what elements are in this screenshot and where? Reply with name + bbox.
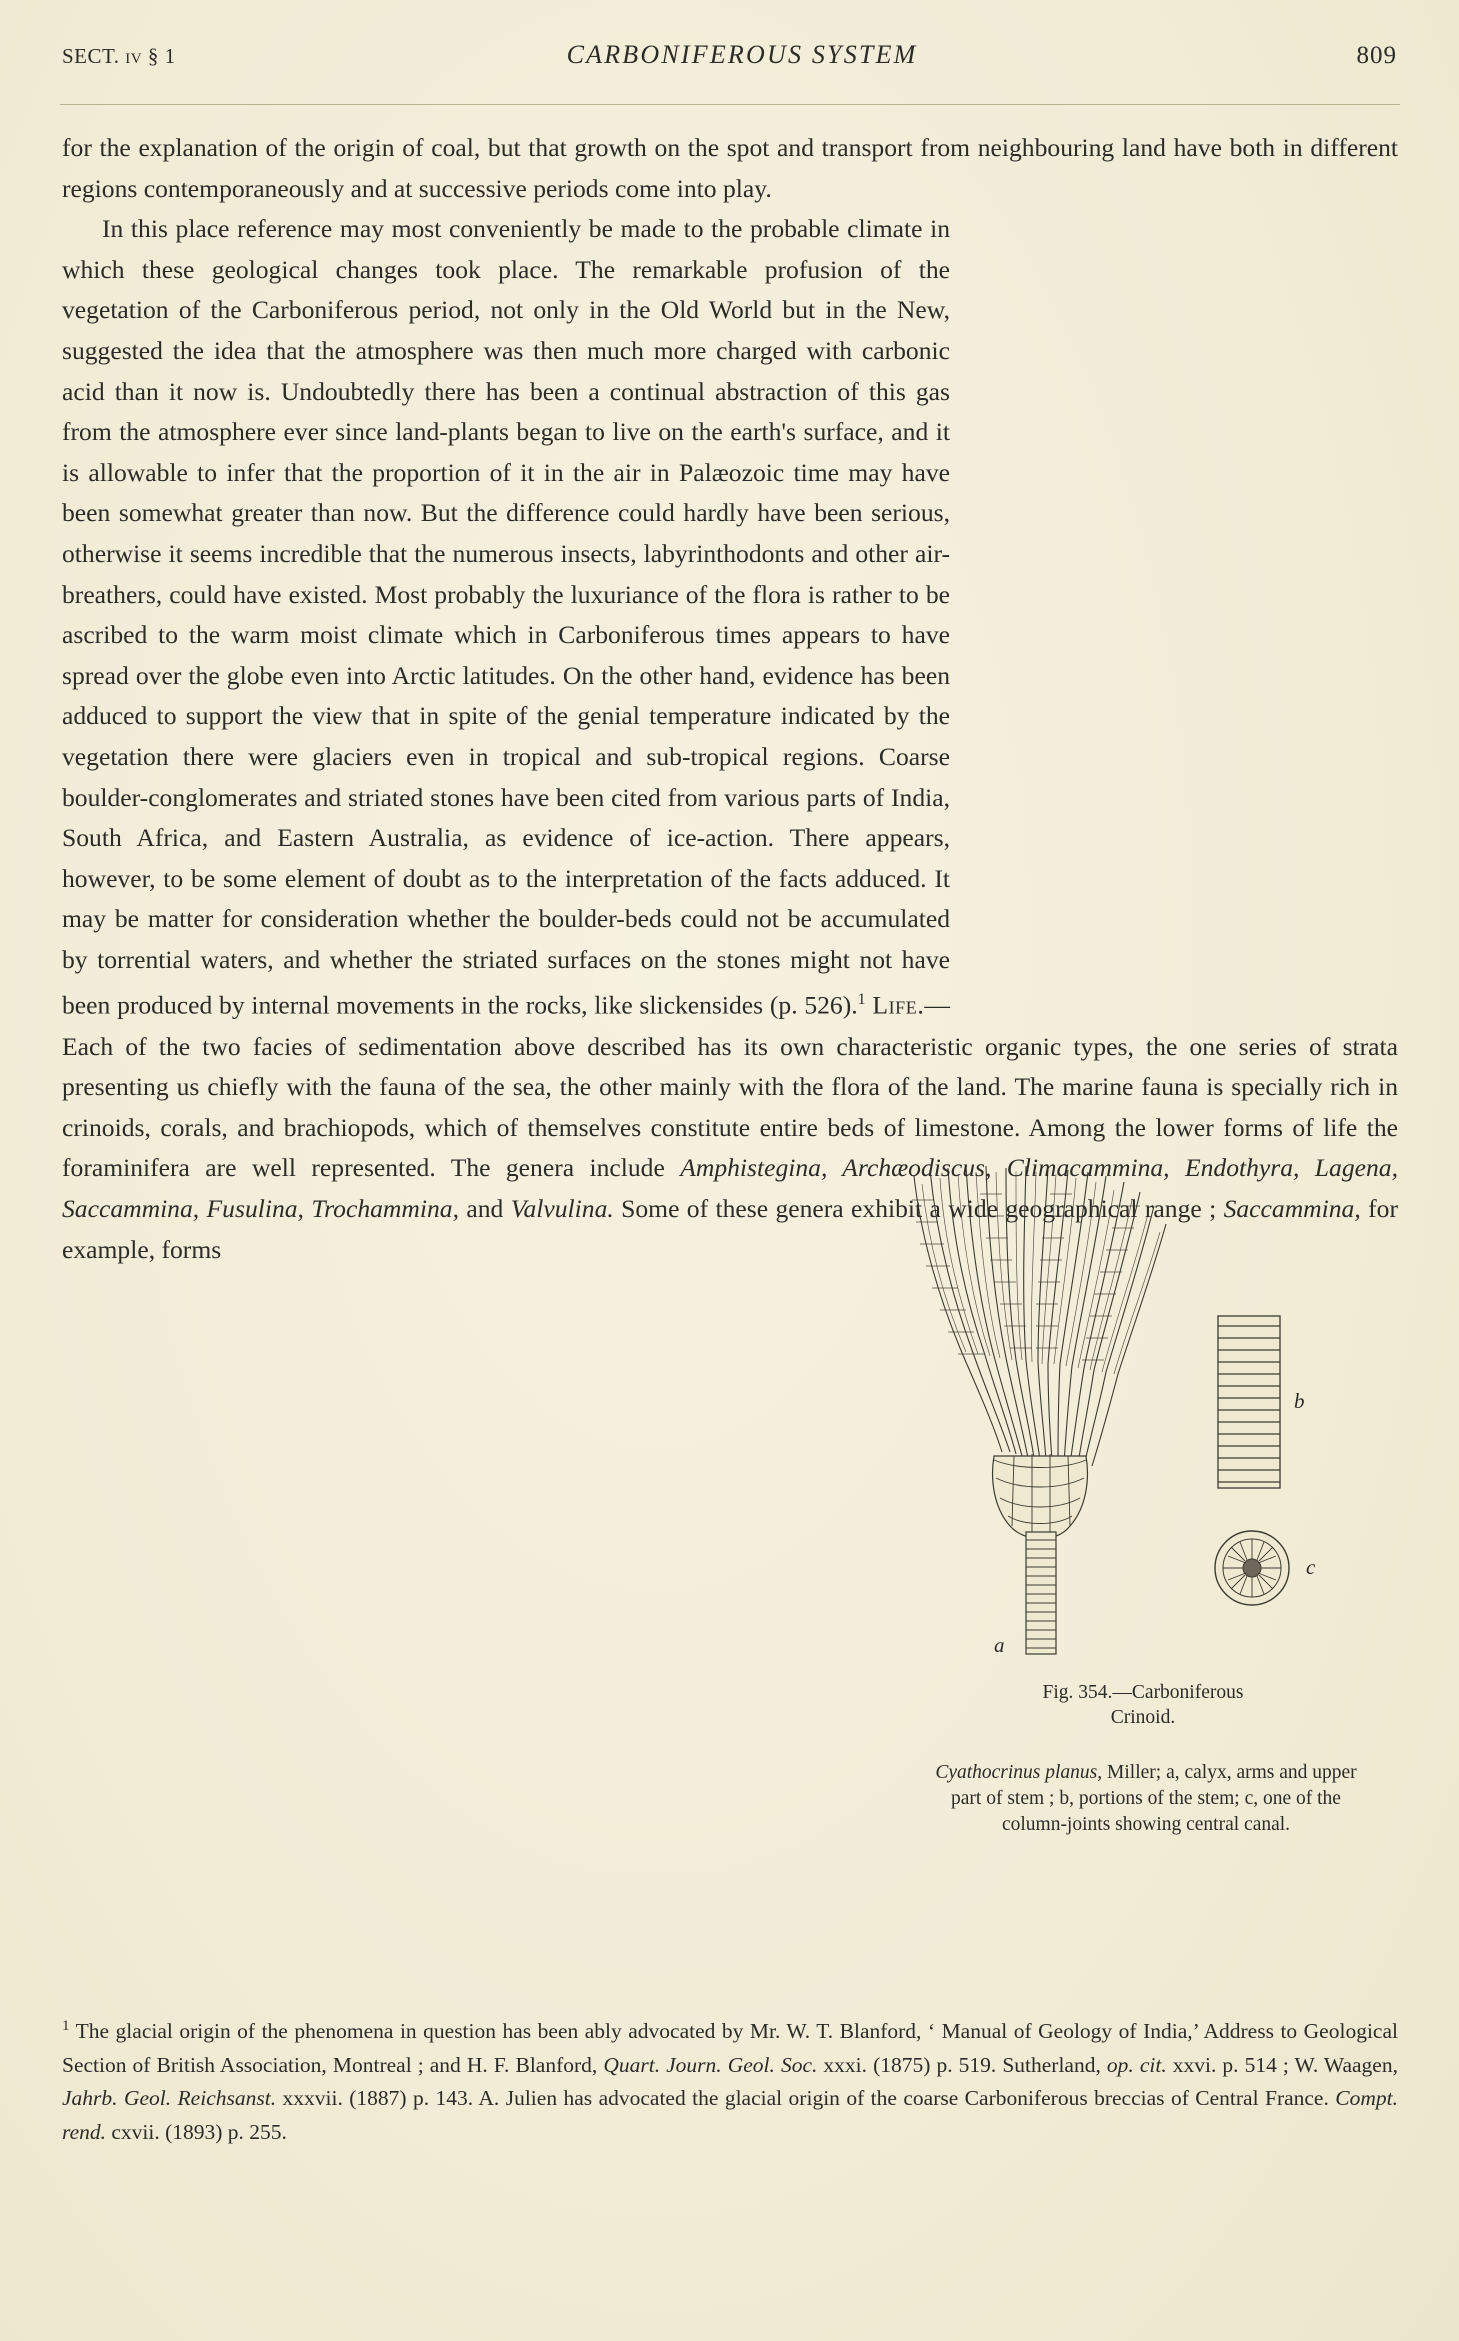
- footnote-text-3: xxvi. p. 514 ; W. Waagen,: [1166, 2052, 1398, 2077]
- footnote-text-4: xxxvii. (1887) p. 143. A. Julien has advocated the glacial origin of the coarse Carboniferous breccias of Central France.: [276, 2086, 1336, 2111]
- section-marker: SECT. iv § 1: [62, 44, 176, 68]
- paragraph-3-text: —Each of the two facies of sedimentation above described has its own characteristic organic types, the one series of strata presenting us chiefly with the fauna of the sea, the other mainly with the flora of the land. The marine fauna is specially rich in crinoids, corals, and brachiopods, which of themselves constitute entire beds of limestone. Among the lower forms of life the foraminifera are well represented. The genera include: [62, 991, 1398, 1183]
- figure-legend: [920, 1760, 1372, 1838]
- life-heading: Life.: [872, 991, 925, 1020]
- figure-legend-species: Cyathocrinus planus,: [935, 1762, 1103, 1783]
- figure-caption: [908, 1680, 1378, 1730]
- footnote-italic-3: Jahrb. Geol. Reichsanst.: [62, 2086, 277, 2111]
- footnote-ref: 1: [857, 991, 866, 1009]
- figure-wrap-spacer: [950, 209, 1398, 1009]
- footnote-text-1: The glacial origin of the phenomena in question has been ably advocated by Mr. W. T. Blanford, ‘ Manual of Geology of India,’ Address to Geological Section of British Association, Montreal ; and H. F. Blanford,: [62, 2019, 1398, 2077]
- running-head: [62, 40, 1397, 84]
- figure-label-c: c: [1306, 1555, 1316, 1579]
- genera-list-3: Saccammina,: [1223, 1193, 1361, 1223]
- figure-label-b: b: [1294, 1389, 1305, 1413]
- paragraph-3-text-2: Some of these genera exhibit a wide geographical range ;: [613, 1193, 1224, 1223]
- page-number: 809: [1356, 42, 1397, 69]
- footnote-italic-4: Compt. rend.: [62, 2086, 1398, 2144]
- paragraph-1: for the explanation of the origin of coal, but that growth on the spot and transport from neighbouring land have both in different regions contemporaneously and at successive periods come into play.: [62, 133, 1398, 203]
- paragraph-3-text-3: for example, forms: [62, 1193, 1398, 1264]
- conjunction-and: and: [458, 1193, 511, 1223]
- header-rule: [60, 104, 1400, 105]
- page-title: CARBONIFEROUS SYSTEM: [566, 40, 918, 69]
- genera-list-1: Amphistegina, Archæodiscus, Climacammina, Endothyra, Lagena, Saccammina, Fusulina, Trochammina,: [62, 1153, 1398, 1223]
- footnote-text-5: cxvii. (1893) p. 255.: [106, 2119, 287, 2144]
- figure-legend-author: Miller;: [1102, 1762, 1162, 1783]
- paragraph-2-text: In this place reference may most conveniently be made to the probable climate in which these geological changes took place. The remarkable profusion of the vegetation of the Carboniferous period, not only in the Old World but in the New, suggested the idea that the atmosphere was then much more charged with carbonic acid than it now is. Undoubtedly there has been a continual abstraction of this gas from the atmosphere ever since land-plants began to live on the earth's surface, and it is allowable to infer that the proportion of it in the air in Palæozoic time may have been somewhat greater than now. But the difference could hardly have been serious, otherwise it seems incredible that the numerous insects, labyrinthodonts and other air-breathers, could have existed. Most probably the luxuriance of the flora is rather to be ascribed to the warm moist climate which in Carboniferous times appears to have spread over the globe even into Arctic latitudes. On the other hand, evidence has been adduced to support the view that in spite of the genial temperature indicated by the vegetation there were glaciers even in tropical and sub-tropical regions. Coarse boulder-conglomerates and striated stones have been cited from various parts of India, South Africa, and Eastern Australia, as evidence of ice-action. There appears, however, to be some element of doubt as to the interpretation of the facts adduced. It may be matter for consideration whether the boulder-beds could not be accumulated by torrential waters, and whether the striated surfaces on the stones might not have been produced by internal movements in the rocks, like slickensides (p. 526).: [62, 214, 950, 1020]
- genera-list-2: Valvulina.: [510, 1193, 614, 1223]
- figure-label-a: a: [994, 1633, 1005, 1657]
- footnote-italic-1: Quart. Journ. Geol. Soc.: [603, 2052, 818, 2077]
- paragraph-2: [62, 209, 1398, 1270]
- figure-caption-line2: Crinoid.: [1110, 1707, 1176, 1728]
- figure-block: [890, 1160, 1398, 1960]
- footnote-italic-2: op. cit.: [1106, 2052, 1167, 2077]
- footnote-paragraph: [62, 2010, 1398, 2149]
- footnote: [62, 2010, 1398, 2149]
- body-text: [62, 128, 1398, 1270]
- figure-legend-rest: a, calyx, arms and upper part of stem ; b, portions of the stem; c, one of the column-joints showing central canal.: [951, 1762, 1357, 1835]
- figure-caption-line1: Fig. 354.—Carboniferous: [1042, 1682, 1244, 1703]
- footnote-mark: 1: [62, 2018, 70, 2034]
- footnote-text-2: xxxi. (1875) p. 519. Sutherland,: [817, 2052, 1107, 2077]
